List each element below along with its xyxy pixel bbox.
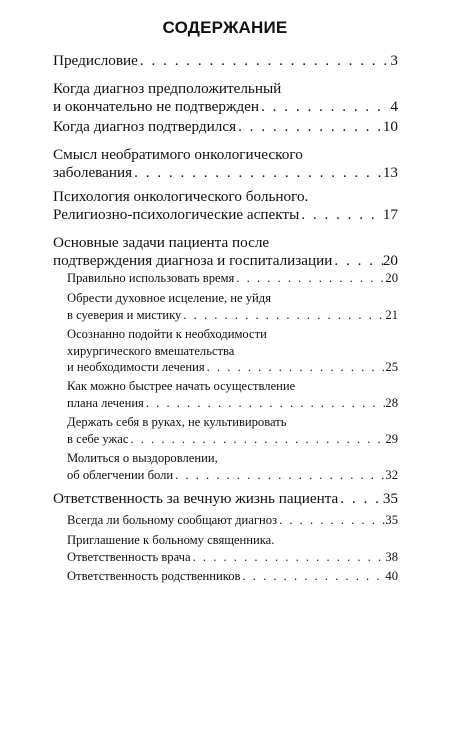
- toc-subentry: [67, 414, 398, 447]
- toc-entry-title: подтверждения диагноза и госпитализации: [53, 251, 333, 269]
- leader-dots: [144, 395, 386, 412]
- toc-page-number: 20: [385, 271, 398, 285]
- leader-dots: [277, 512, 385, 529]
- leader-dots: [259, 98, 390, 116]
- toc-subentry: [67, 270, 398, 287]
- toc-entry-title: и необходимости лечения: [67, 360, 205, 374]
- toc-subentry: [67, 450, 398, 483]
- toc-entry-title: Ответственность родственников: [67, 569, 241, 583]
- toc-entry: [53, 118, 398, 136]
- toc-entry: [53, 234, 398, 269]
- toc-entry-title: Правильно использовать время: [67, 271, 235, 285]
- toc-page-number: 17: [382, 205, 398, 223]
- toc-entry: [53, 490, 398, 508]
- toc-entry-title: Предисловие: [53, 52, 138, 69]
- toc-page-number: 38: [385, 549, 398, 564]
- toc-entry-title: Осознанно подойти к необходимости: [67, 327, 267, 341]
- toc-page-number: 28: [385, 395, 398, 410]
- toc-entry-title: Религиозно-психологические аспекты: [53, 205, 300, 223]
- toc-page-number: 35: [382, 490, 398, 507]
- toc-page-number: 4: [390, 97, 398, 115]
- toc-page-number: 13: [382, 163, 398, 181]
- toc-entry-title: Смысл необратимого онкологического: [53, 146, 303, 163]
- toc-subentry: [67, 532, 398, 565]
- toc-entry-title: в себе ужас: [67, 431, 129, 446]
- toc-entry-preface: [53, 52, 398, 70]
- toc-subentry: [67, 512, 398, 529]
- toc-entry-title: Держать себя в руках, не культивировать: [67, 415, 287, 429]
- toc-entry-title: хирургического вмешательства: [67, 343, 235, 358]
- toc-page-number: 25: [385, 360, 398, 374]
- page-title: СОДЕРЖАНИЕ: [162, 18, 288, 37]
- toc-subentry: [67, 326, 398, 376]
- toc-page-number: 32: [385, 467, 398, 482]
- toc-entry: [53, 80, 398, 115]
- toc-subentry: [67, 568, 398, 585]
- leader-dots: [138, 52, 390, 70]
- leader-dots: [234, 270, 385, 287]
- toc-page-number: 10: [382, 118, 398, 135]
- leader-dots: [236, 118, 383, 136]
- toc-entry-title: Когда диагноз подтвердился: [53, 118, 237, 135]
- leader-dots: [191, 549, 386, 566]
- toc-entry-title: плана лечения: [67, 395, 144, 410]
- toc-page-number: 29: [385, 431, 398, 446]
- toc-entry-title: в суеверия и мистику: [67, 307, 182, 322]
- toc-entry-title: Когда диагноз предположительный: [53, 80, 282, 97]
- toc-entry-title: Ответственность за вечную жизнь пациента: [53, 490, 339, 507]
- leader-dots: [173, 467, 385, 484]
- leader-dots: [128, 431, 385, 448]
- toc-page-number: 35: [385, 513, 398, 527]
- toc-entry-title: и окончательно не подтвержден: [53, 97, 260, 115]
- toc-entry-title: Молиться о выздоровлении,: [67, 451, 218, 465]
- toc-entry: [53, 146, 398, 181]
- toc-subentry: [67, 290, 398, 323]
- toc-entry-title: Всегда ли больному сообщают диагноз: [67, 513, 278, 527]
- leader-dots: [299, 206, 383, 224]
- toc-entry-title: Психология онкологического больного.: [53, 188, 309, 205]
- leader-dots: [332, 252, 382, 270]
- toc-page-number: 40: [385, 569, 398, 583]
- toc-entry-title: Приглашение к больному священника.: [67, 533, 275, 547]
- toc-entry-title: об облегчении боли: [67, 467, 174, 482]
- toc-entry-title: Как можно быстрее начать осуществление: [67, 379, 296, 393]
- toc-subentry: [67, 378, 398, 411]
- toc-entry-title: Ответственность врача: [67, 549, 191, 564]
- leader-dots: [132, 164, 383, 182]
- toc-page-number: 20: [382, 251, 398, 269]
- toc-entry-title: Основные задачи пациента после: [53, 234, 270, 251]
- leader-dots: [240, 568, 385, 585]
- leader-dots: [181, 307, 385, 324]
- leader-dots: [338, 490, 383, 508]
- toc-page-number: 21: [385, 307, 398, 322]
- toc-entry: [53, 188, 398, 223]
- toc-entry-title: Обрести духовное исцеление, не уйдя: [67, 291, 271, 305]
- leader-dots: [205, 359, 386, 376]
- toc-page-number: 3: [390, 52, 398, 69]
- toc-entry-title: заболевания: [53, 163, 133, 181]
